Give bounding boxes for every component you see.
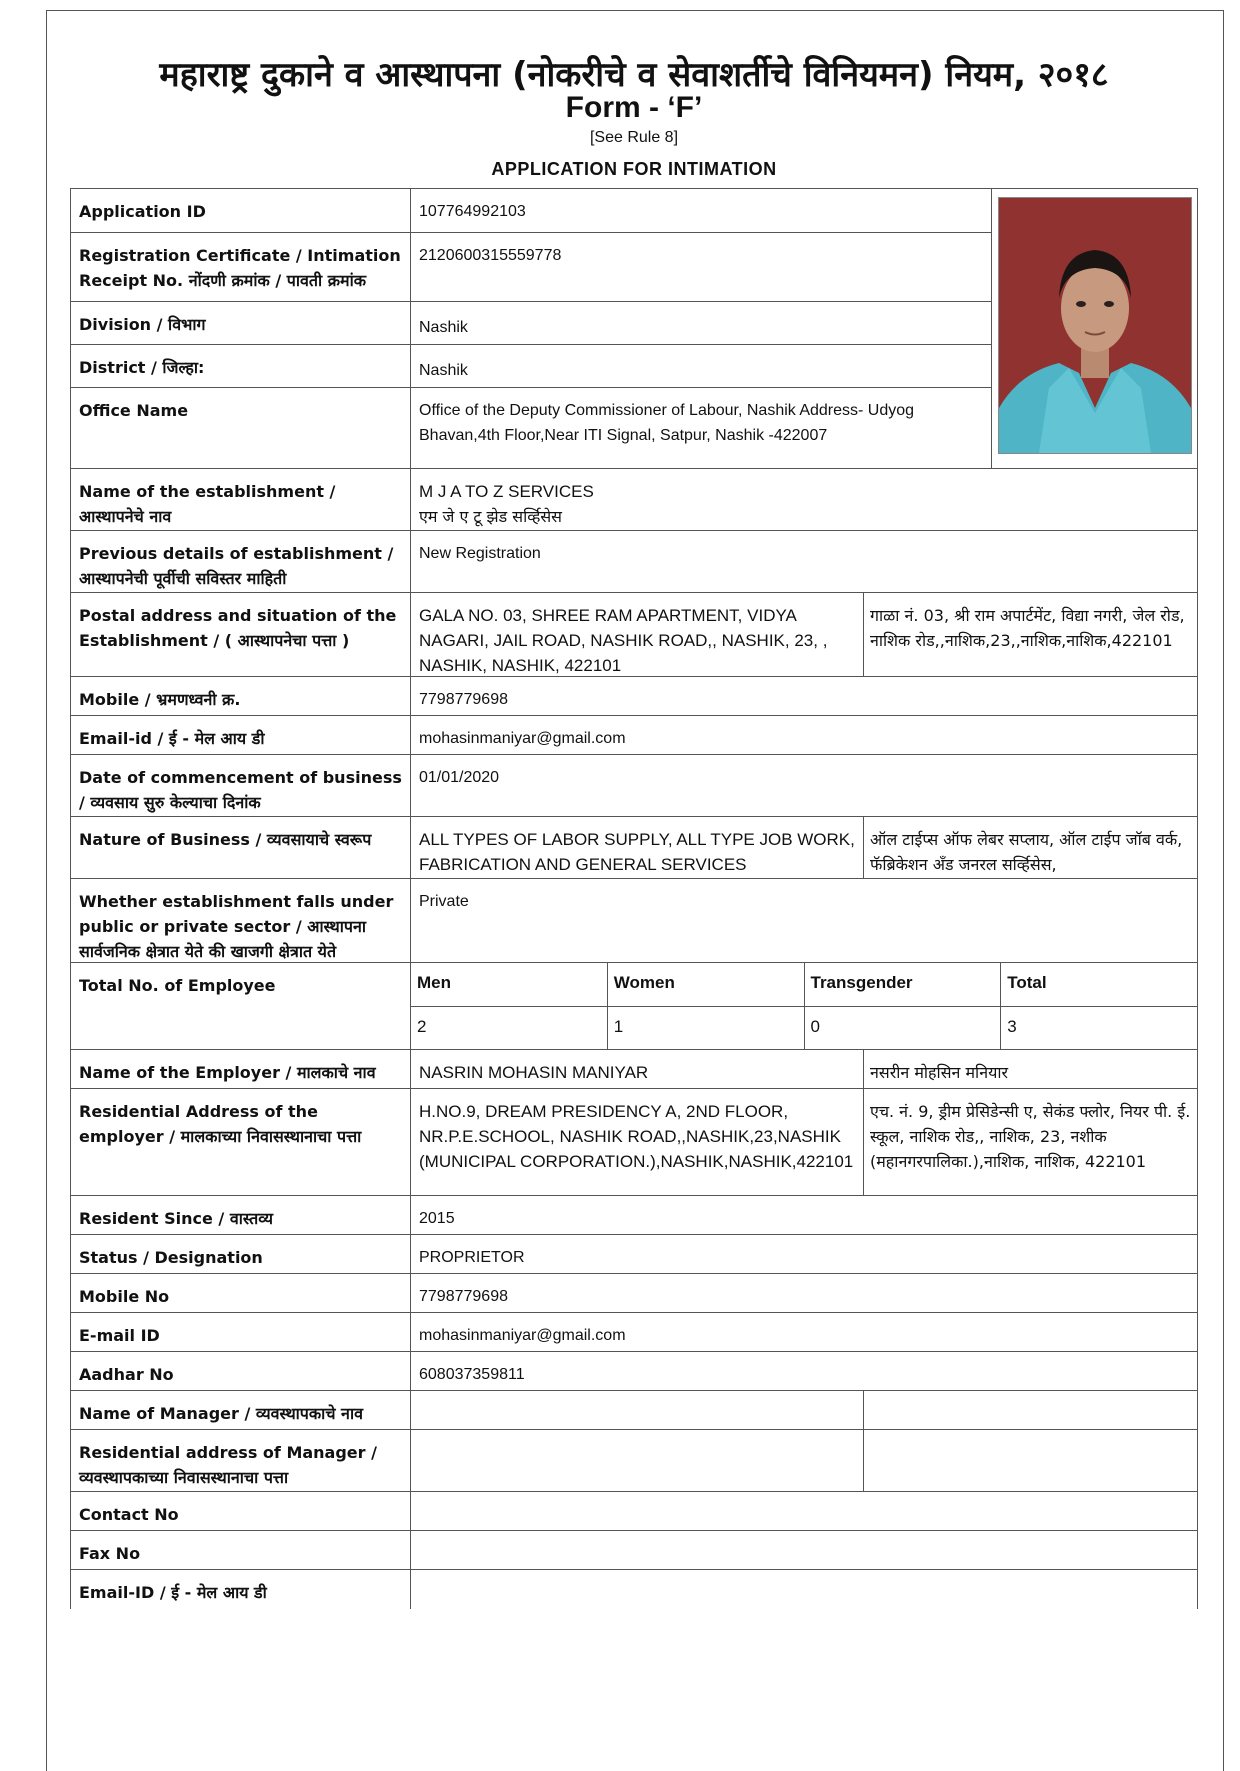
status-row: [70, 1235, 1198, 1274]
women-header: Women: [608, 963, 805, 1006]
employer-row: [70, 1050, 1198, 1089]
sector-label: Whether establishment falls under public or private sector / आस्थापना सार्वजनिक क्षेत्रात येते की खाजगी क्षेत्रात येते: [71, 879, 411, 962]
postal-label: Postal address and situation of the Establishment / ( आस्थापनेचा पत्ता ): [71, 593, 411, 676]
rule-reference: [See Rule 8]: [589, 129, 679, 146]
division-row: [71, 302, 991, 345]
email-id-label: E-mail ID: [71, 1313, 411, 1351]
registration-row: [71, 233, 991, 302]
mobile-value: 7798779698: [419, 691, 508, 708]
nature-mr: ऑल टाईप्स ऑफ लेबर सप्लाय, ऑल टाईप जॉब वर्क, फॅब्रिकेशन अँड जनरल सर्व्हिसेस,: [870, 830, 1183, 874]
status-label: Status / Designation: [71, 1235, 411, 1273]
division-value: Nashik: [419, 319, 468, 336]
email-id-value: mohasinmaniyar@gmail.com: [419, 1327, 626, 1344]
previous-label: Previous details of establishment / आस्थापनेची पूर्वीची सविस्तर माहिती: [71, 531, 411, 592]
previous-row: [70, 531, 1198, 593]
commencement-row: [70, 755, 1198, 817]
aadhar-row: [70, 1352, 1198, 1391]
fax-value: [411, 1531, 1197, 1569]
application-id-label: Application ID: [71, 189, 411, 232]
resident-since-label: Resident Since / वास्तव्य: [71, 1196, 411, 1234]
applicant-photo: [998, 197, 1192, 454]
establishment-value: [411, 469, 1197, 530]
establishment-row: [70, 469, 1198, 531]
transgender-count: 0: [805, 1007, 1002, 1049]
employer-name-en: NASRIN MOHASIN MANIYAR: [411, 1050, 864, 1088]
office-label: Office Name: [71, 388, 411, 468]
application-heading: APPLICATION FOR INTIMATION: [491, 159, 777, 179]
resident-since-row: [70, 1196, 1198, 1235]
manager-name-row: [70, 1391, 1198, 1430]
contact-row: [70, 1492, 1198, 1531]
manager-address-row: [70, 1430, 1198, 1492]
manager-name-mr: [864, 1391, 1197, 1429]
email-value: mohasinmaniyar@gmail.com: [419, 730, 626, 747]
employees-values: [411, 1007, 1197, 1049]
status-value: PROPRIETOR: [419, 1249, 525, 1266]
office-row: [71, 388, 991, 468]
form-title: Form - ‘F’: [565, 91, 703, 124]
postal-row: [70, 593, 1198, 677]
top-block: [70, 188, 1198, 469]
employees-row: [70, 963, 1198, 1050]
nature-label: Nature of Business / व्यवसायाचे स्वरूप: [71, 817, 411, 878]
fax-row: [70, 1531, 1198, 1570]
application-id-value: 107764992103: [419, 203, 526, 220]
postal-address-en: GALA NO. 03, SHREE RAM APARTMENT, VIDYA NAGARI, JAIL ROAD, NASHIK ROAD,, NASHIK, 23, , NASHIK, NASHIK, 422101: [411, 593, 864, 676]
postal-address-mr: गाळा नं. 03, श्री राम अपार्टमेंट, विद्या नगरी, जेल रोड, नाशिक रोड,,नाशिक,23,,नाशिक,नाशिक,422101: [870, 606, 1185, 650]
contact-label: Contact No: [71, 1492, 411, 1530]
registration-label: Registration Certificate / Intimation Receipt No. नोंदणी क्रमांक / पावती क्रमांक: [71, 233, 411, 301]
total-count: 3: [1007, 1016, 1017, 1036]
employer-name-mr: नसरीन मोहसिन मनियार: [870, 1063, 1009, 1082]
office-value: Office of the Deputy Commissioner of Labour, Nashik Address- Udyog Bhavan,4th Floor,Near ITI Signal, Satpur, Nashik -422007: [419, 402, 915, 444]
nature-en: ALL TYPES OF LABOR SUPPLY, ALL TYPE JOB WORK, FABRICATION AND GENERAL SERVICES: [411, 817, 864, 878]
employees-header: [411, 963, 1197, 1007]
email-id-row: [70, 1313, 1198, 1352]
fax-label: Fax No: [71, 1531, 411, 1569]
email-label: Email-id / ई - मेल आय डी: [71, 716, 411, 754]
aadhar-label: Aadhar No: [71, 1352, 411, 1390]
photo-cell: [992, 189, 1197, 468]
manager-email-value: [411, 1570, 1197, 1609]
manager-address-en: [411, 1430, 864, 1491]
employer-address-row: [70, 1089, 1198, 1196]
mobile-no-row: [70, 1274, 1198, 1313]
commencement-label: Date of commencement of business / व्यवसाय सुरु केल्याचा दिनांक: [71, 755, 411, 816]
manager-address-label: Residential address of Manager / व्यवस्थापकाच्या निवासस्थानाचा पत्ता: [71, 1430, 411, 1491]
establishment-name-en: M J A TO Z SERVICES: [419, 482, 594, 501]
manager-name-label: Name of Manager / व्यवस्थापकाचे नाव: [71, 1391, 411, 1429]
previous-value: New Registration: [419, 545, 541, 562]
district-row: [71, 345, 991, 388]
commencement-value: 01/01/2020: [419, 769, 500, 786]
manager-email-row: [70, 1570, 1198, 1609]
employees-label: Total No. of Employee: [71, 963, 411, 1049]
intimation-form: [70, 188, 1198, 1609]
resident-since-value: 2015: [419, 1210, 455, 1227]
nature-row: [70, 817, 1198, 879]
employer-address-en: H.NO.9, DREAM PRESIDENCY A, 2ND FLOOR, NR.P.E.SCHOOL, NASHIK ROAD,,NASHIK,23,NASHIK (MUNICIPAL CORPORATION.),NASHIK,NASHIK,422101: [411, 1089, 864, 1195]
manager-email-label: Email-ID / ई - मेल आय डी: [71, 1570, 411, 1609]
district-label: District / जिल्हा:: [71, 345, 411, 387]
establishment-name-mr: एम जे ए टू झेड सर्व्हिसेस: [419, 507, 562, 526]
employer-address-mr: एच. नं. 9, ड्रीम प्रेसिडेन्सी ए, सेकंड फ्लोर, नियर पी. ई. स्कूल, नाशिक रोड,, नाशिक, 23, नशीक (महानगरपालिका.),नाशिक, नाशिक, 422101: [870, 1102, 1191, 1171]
mobile-no-label: Mobile No: [71, 1274, 411, 1312]
employer-label: Name of the Employer / मालकाचे नाव: [71, 1050, 411, 1088]
mobile-no-value: 7798779698: [419, 1288, 508, 1305]
total-header: Total: [1007, 973, 1047, 992]
men-count: 2: [411, 1007, 608, 1049]
title-marathi: महाराष्ट्र दुकाने व आस्थापना (नोकरीचे व सेवाशर्तीचे विनियमन) नियम, २०१८: [159, 55, 1109, 95]
manager-name-en: [411, 1391, 864, 1429]
sector-row: [70, 879, 1198, 963]
contact-value: [411, 1492, 1197, 1530]
mobile-row: [70, 677, 1198, 716]
transgender-header: Transgender: [805, 963, 1002, 1006]
employer-address-label: Residential Address of the employer / मालकाच्या निवासस्थानाचा पत्ता: [71, 1089, 411, 1195]
district-value: Nashik: [419, 362, 468, 379]
aadhar-value: 608037359811: [419, 1366, 525, 1383]
application-id-row: [71, 189, 991, 233]
men-header: Men: [411, 963, 608, 1006]
division-label: Division / विभाग: [71, 302, 411, 344]
sector-value: Private: [419, 893, 469, 910]
manager-address-mr: [864, 1430, 1197, 1491]
women-count: 1: [608, 1007, 805, 1049]
registration-value: 2120600315559778: [419, 247, 562, 264]
mobile-label: Mobile / भ्रमणध्वनी क्र.: [71, 677, 411, 715]
email-row: [70, 716, 1198, 755]
establishment-label: Name of the establishment / आस्थापनेचे नाव: [71, 469, 411, 530]
